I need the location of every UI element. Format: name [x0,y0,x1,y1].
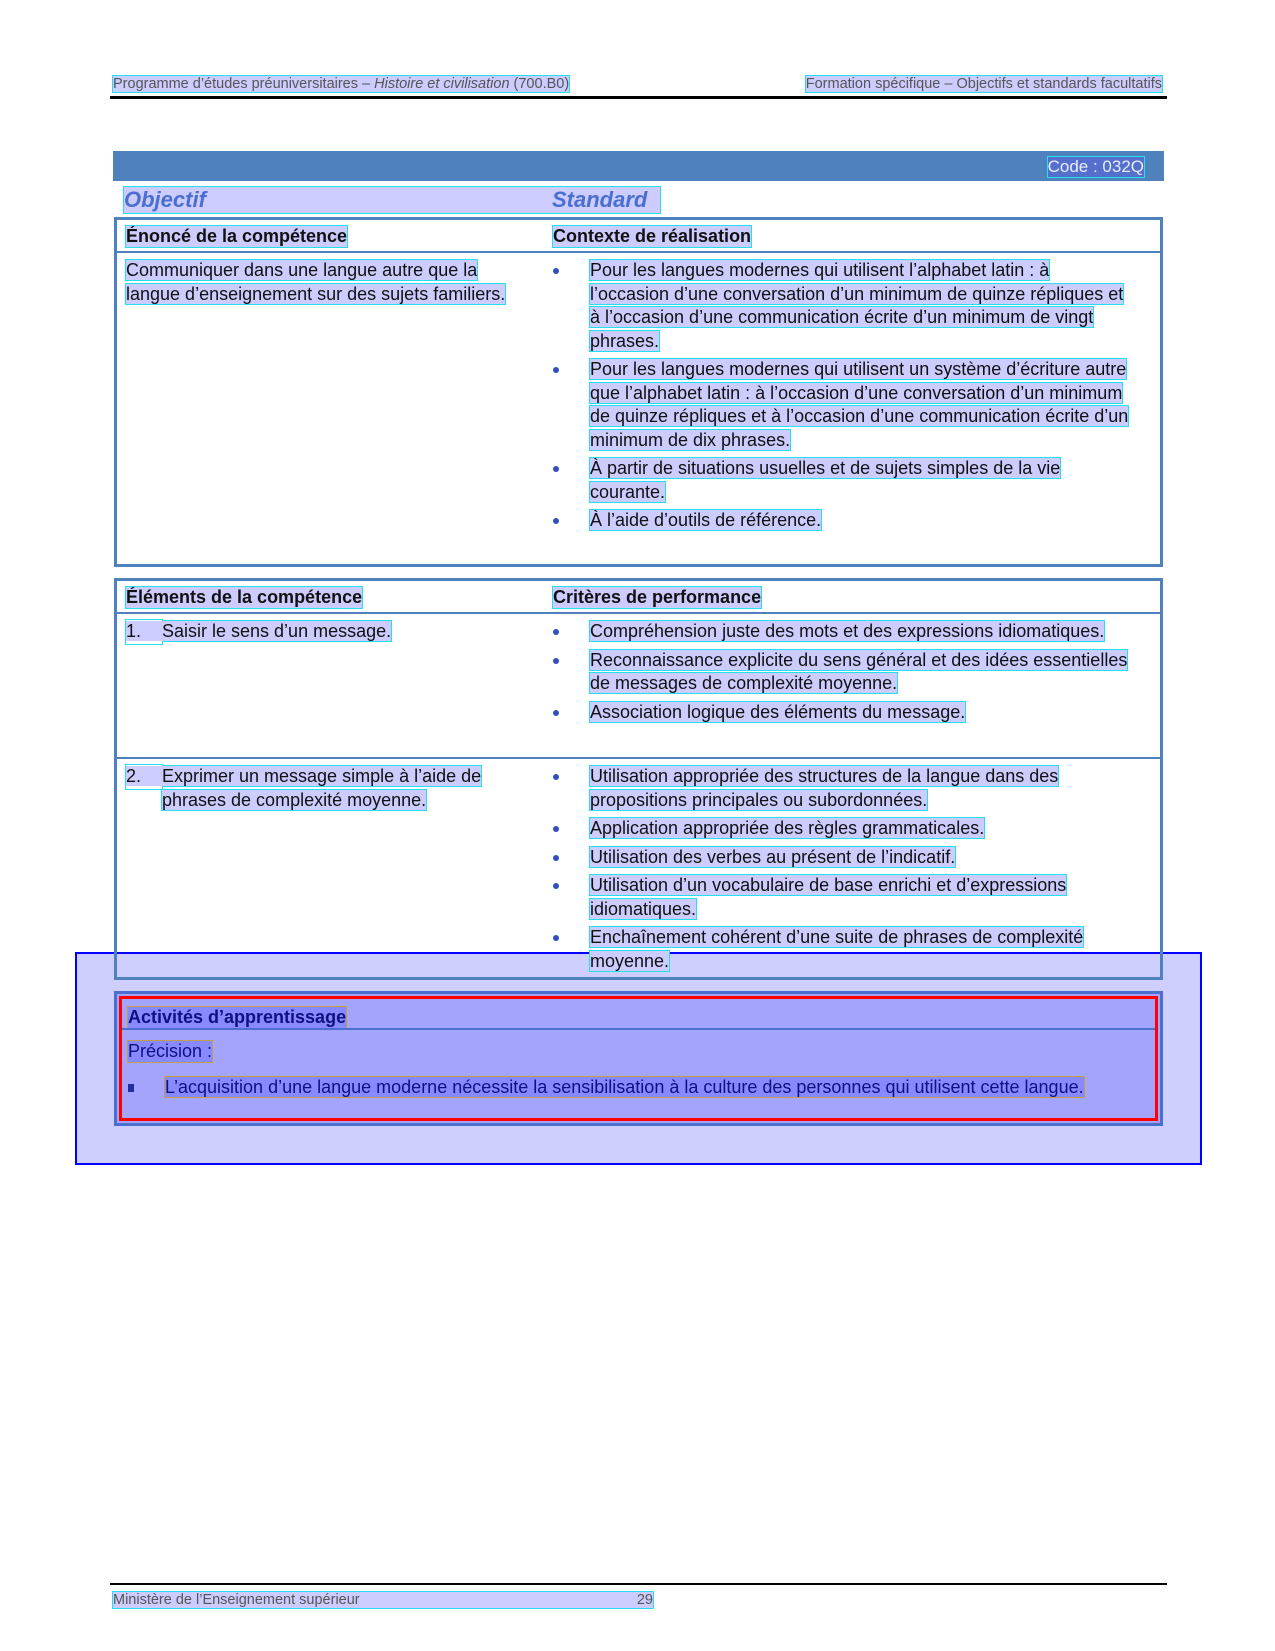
element-label: Saisir le sens d’un message. [162,621,392,641]
precision-label: Précision : [128,1041,213,1061]
header-rule [110,96,1167,99]
list-item [553,817,1133,841]
list-item-text: Association logique des éléments du message. [590,701,966,722]
list-item [553,846,1133,870]
bullet-icon [128,1084,134,1092]
element-text [126,766,481,810]
list-item-text: L’acquisition d’une langue moderne nécessite la sensibilisation à la culture des personnes qui utilisent cette langue. [165,1077,1084,1097]
element-number: 1. [126,621,142,641]
header-program: Programme d’études préuniversitaires – [113,76,375,92]
list-item [553,457,1133,504]
criteria-list [553,765,1133,978]
header-right: Formation spécifique – Objectifs et standards facultatifs [805,76,1162,92]
criteria-list [553,620,1133,729]
criteria-heading: Critères de performance [553,587,762,607]
list-item [553,874,1133,921]
competency-code: Code : 032Q [1047,157,1144,176]
enonce-heading: Énoncé de la compétence [126,226,348,246]
list-item-text: Pour les langues modernes qui utilisent un système d’écriture autre que l’alphabet latin : à l’occasion d’une conversation d’un minimum de quinze répliques et à l’occasion d’une communication écrite d’un minimum de dix phrases. [590,359,1129,450]
list-item [553,765,1133,812]
footer-rule [110,1583,1167,1585]
list-item [553,649,1133,696]
list-item-text: Utilisation d’un vocabulaire de base enrichi et d’expressions idiomatiques. [590,875,1067,919]
list-item [553,259,1133,353]
header-program-title: Histoire et civilisation [374,76,510,92]
code-bar [113,151,1164,181]
section-objectif [124,187,660,213]
contexte-list [553,259,1133,538]
element-label: Exprimer un message simple à l’aide de phrases de complexité moyenne. [162,766,482,810]
list-item-text: À l’aide d’outils de référence. [590,510,822,530]
list-item-text: À partir de situations usuelles et de sujets simples de la vie courante. [590,458,1061,502]
page-number: 29 [636,1592,653,1608]
enonce-body-row [117,251,1160,563]
elements-table [114,578,1163,980]
enonce-text: Communiquer dans une langue autre que la langue d’enseignement sur des sujets familiers. [126,260,506,304]
activites-heading: Activités d’apprentissage [128,1007,347,1027]
activites-divider [122,1028,1155,1030]
list-item [553,926,1133,973]
list-item [553,509,1133,533]
standard-label: Standard [552,187,648,212]
list-item-text: Utilisation des verbes au présent de l’indicatif. [590,846,956,867]
list-item [553,620,1133,644]
element-row-1 [117,612,1160,757]
activites-highlight [119,996,1158,1121]
header-left [113,76,569,92]
elements-header-row [117,581,1160,612]
footer [113,1592,653,1608]
list-item-text: Compréhension juste des mots et des expressions idiomatiques. [590,621,1105,641]
list-item [128,1076,1148,1100]
elements-heading: Éléments de la compétence [126,587,363,607]
list-item [553,701,1133,725]
contexte-heading: Contexte de réalisation [553,226,752,246]
list-item-text: Utilisation appropriée des structures de la langue dans des propositions principales ou subordonnées. [590,766,1059,810]
enonce-table [114,217,1163,567]
list-item-text: Application appropriée des règles grammaticales. [590,818,985,838]
activites-table [114,991,1163,1126]
enonce-header-row [117,220,1160,251]
element-number: 2. [126,766,142,786]
objectif-label: Objectif [124,187,206,212]
header-program-code: (700.B0) [509,76,570,92]
list-item-text: Enchaînement cohérent d’une suite de phrases de complexité moyenne. [590,927,1084,971]
list-item [553,358,1133,452]
element-row-2 [117,757,1160,977]
element-text [126,621,391,641]
list-item-text: Pour les langues modernes qui utilisent l’alphabet latin : à l’occasion d’une conversation d’un minimum de quinze répliques et à l’occasion d’une communication écrite d’un minimum de vingt phrases. [590,260,1124,351]
footer-ministry: Ministère de l’Enseignement supérieur [113,1592,360,1608]
list-item-text: Reconnaissance explicite du sens général et des idées essentielles de messages de complexité moyenne. [590,649,1128,693]
